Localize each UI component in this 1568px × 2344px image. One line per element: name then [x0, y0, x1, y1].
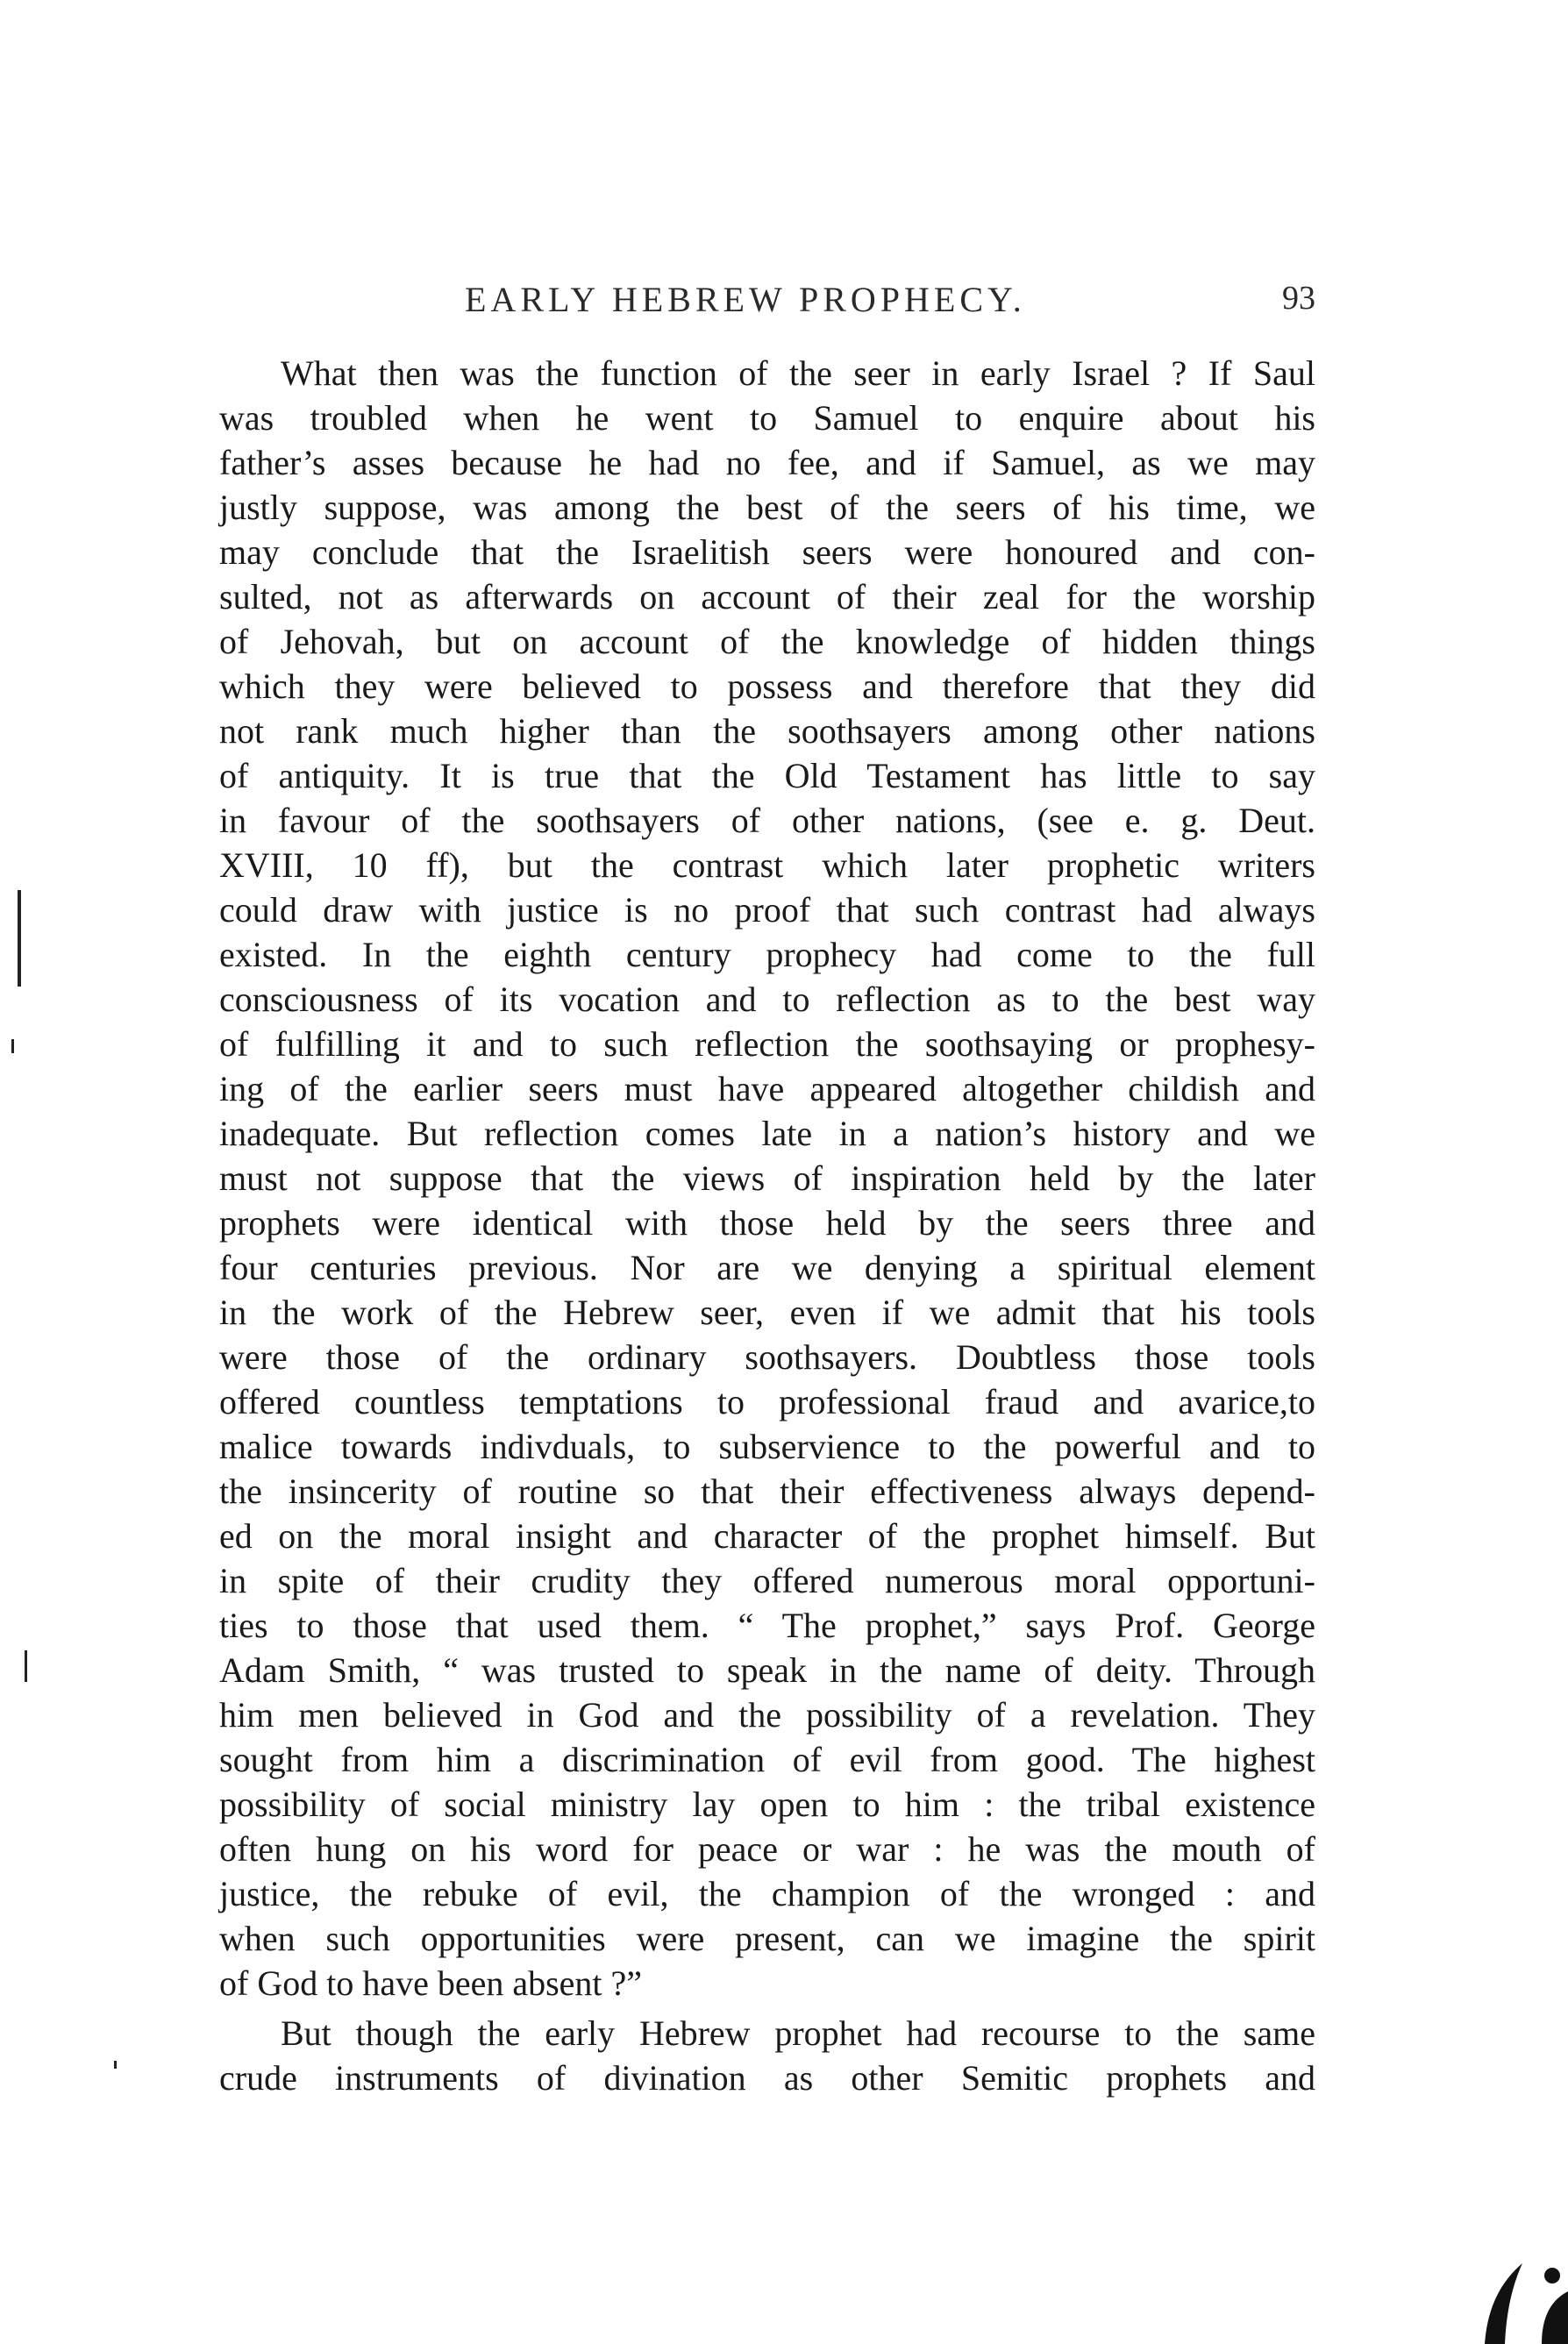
text-line: What then was the function of the seer in early Israel ? If Saul [281, 353, 1315, 393]
text-line: in favour of the soothsayers of other nations, (see e. g. Deut. [219, 801, 1315, 840]
text-line: justly suppose, was among the best of the seers of his time, we [219, 488, 1315, 527]
text-line: four centuries previous. Nor are we denying a spiritual element [219, 1248, 1315, 1287]
text-line: was troubled when he went to Samuel to enquire about his [219, 398, 1315, 438]
text-line: were those of the ordinary soothsayers. Doubtless those tools [219, 1337, 1315, 1377]
scan-margin-mark [114, 2061, 117, 2069]
scan-margin-mark [18, 890, 21, 987]
text-line: XVIII, 10 ff), but the contrast which later prophetic writers [219, 845, 1315, 885]
corner-scan-artifact-icon [1419, 2195, 1568, 2344]
text-line: ing of the earlier seers must have appeared altogether childish and [219, 1069, 1315, 1108]
text-line: consciousness of its vocation and to reflection as to the best way [219, 980, 1315, 1019]
scan-margin-mark [25, 1650, 27, 1682]
text-line: could draw with justice is no proof that such contrast had always [219, 890, 1315, 930]
text-line: in spite of their crudity they offered numerous moral opportuni- [219, 1561, 1315, 1600]
text-line: of God to have been absent ?” [219, 1963, 643, 2003]
text-line: ties to those that used them. “ The prophet,” says Prof. George [219, 1606, 1315, 1645]
text-line: Adam Smith, “ was trusted to speak in the name of deity. Through [219, 1650, 1315, 1690]
text-line: existed. In the eighth century prophecy had come to the full [219, 935, 1315, 974]
text-line: which they were believed to possess and therefore that they did [219, 666, 1315, 706]
text-line: ed on the moral insight and character of the prophet himself. But [219, 1516, 1315, 1556]
text-line: malice towards indivduals, to subservience to the powerful and to [219, 1427, 1315, 1466]
text-line: of antiquity. It is true that the Old Testament has little to say [219, 756, 1315, 795]
page-number: 93 [1282, 280, 1315, 317]
text-line: father’s asses because he had no fee, and if Samuel, as we may [219, 443, 1315, 482]
text-line: justice, the rebuke of evil, the champion of the wronged : and [219, 1874, 1315, 1913]
text-line: inadequate. But reflection comes late in a nation’s history and we [219, 1114, 1315, 1153]
text-line: of Jehovah, but on account of the knowledge of hidden things [219, 622, 1315, 661]
text-line: of fulfilling it and to such reflection the soothsaying or prophesy- [219, 1024, 1315, 1064]
text-line: crude instruments of divination as other Semitic prophets and [219, 2058, 1315, 2098]
text-line: prophets were identical with those held by the seers three and [219, 1203, 1315, 1243]
text-line: But though the early Hebrew prophet had recourse to the same [281, 2013, 1315, 2053]
text-line: when such opportunities were present, can we imagine the spirit [219, 1919, 1315, 1958]
text-line: him men believed in God and the possibility of a revelation. They [219, 1695, 1315, 1735]
text-line: sought from him a discrimination of evil from good. The highest [219, 1740, 1315, 1779]
body-text [219, 351, 1315, 2100]
text-line: not rank much higher than the soothsayers among other nations [219, 711, 1315, 751]
text-line: possibility of social ministry lay open to him : the tribal existence [219, 1785, 1315, 1824]
text-line: in the work of the Hebrew seer, even if we admit that his tools [219, 1293, 1315, 1332]
text-line: the insincerity of routine so that their effectiveness always depend- [219, 1471, 1315, 1511]
text-line: sulted, not as afterwards on account of their zeal for the worship [219, 577, 1315, 616]
text-line: offered countless temptations to professional fraud and avarice,to [219, 1382, 1315, 1421]
text-line: must not suppose that the views of inspiration held by the later [219, 1158, 1315, 1198]
text-line: may conclude that the Israelitish seers were honoured and con- [219, 532, 1315, 572]
running-title: EARLY HEBREW PROPHECY. [465, 280, 1026, 319]
text-line: often hung on his word for peace or war : he was the mouth of [219, 1829, 1315, 1869]
scan-margin-mark [11, 1039, 14, 1053]
running-head [219, 279, 1315, 331]
